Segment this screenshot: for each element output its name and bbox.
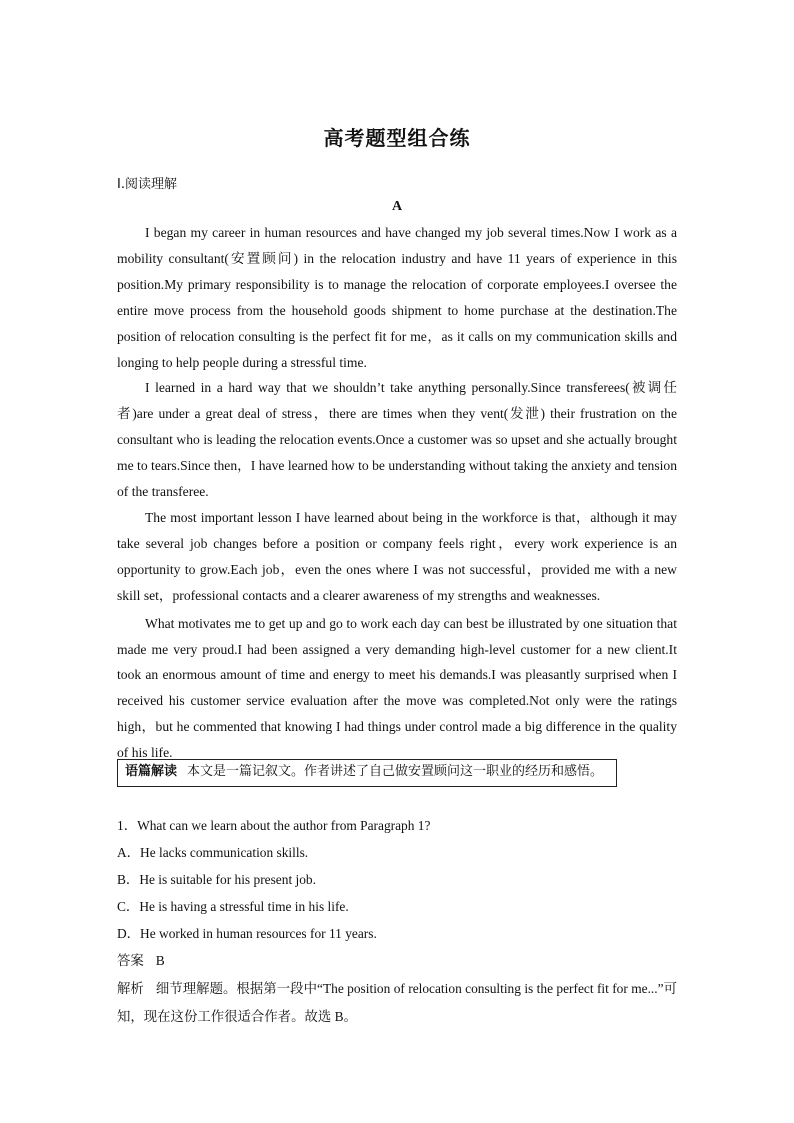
note-text: 本文是一篇记叙文。作者讲述了自己做安置顾问这一职业的经历和感悟。 bbox=[187, 764, 604, 779]
discourse-interpretation-box bbox=[117, 759, 617, 787]
option-b: B．He is suitable for his present job. bbox=[117, 872, 316, 887]
note-label: 语篇解读 bbox=[125, 764, 178, 779]
paragraph-4: What motivates me to get up and go to work each day can best be illustrated by one situation that made me very proud.I had been assigned a very demanding high-level customer for a new client.It took an enormous amount of time and energy to meet his demands.I was pleasantly surprised when I received his customer service evaluation after the move was completed.Not only were the ratings high，but he commented that knowing I had things under control made a big difference in the quality of his life. bbox=[117, 615, 677, 761]
analysis-line bbox=[117, 975, 677, 1030]
analysis-label: 解析 bbox=[117, 982, 144, 997]
paragraph-3: The most important lesson I have learned about being in the workforce is that，although it may take several job changes before a position or company feels right，every work experience is an opportunity to grow.Each job，even the ones where I was not successful，provided me with a new skill set，professional contacts and a clearer awareness of my strengths and weaknesses. bbox=[117, 509, 677, 603]
answer-value: B bbox=[155, 953, 165, 968]
page-title: 高考题型组合练 bbox=[323, 126, 471, 150]
paragraph-2: I learned in a hard way that we shouldn’t take anything personally.Since transferees(被调任者)are under a great deal of stress，there are times when they vent(发泄) their frustration on the consultant who is leading the relocation events.Once a customer was so upset and she actually brought me to tears.Since then，I have learned how to be understanding without taking the anxiety and tension of the transferee. bbox=[117, 380, 677, 500]
analysis-text: 细节理解题。根据第一段中“The position of relocation consulting is the perfect fit for me...”可知，现在这份工作很适合作者。故选 B。 bbox=[117, 981, 678, 1024]
option-d: D．He worked in human resources for 11 years. bbox=[117, 926, 377, 941]
option-c: C．He is having a stressful time in his life. bbox=[117, 899, 349, 914]
answer-line bbox=[117, 947, 677, 975]
question-stem: 1．What can we learn about the author from Paragraph 1? bbox=[117, 818, 431, 833]
passage-label: A bbox=[391, 199, 403, 214]
answer-label: 答案 bbox=[117, 954, 144, 969]
option-a: A．He lacks communication skills. bbox=[117, 845, 309, 860]
section-heading: Ⅰ.阅读理解 bbox=[117, 177, 177, 192]
reading-passage bbox=[117, 220, 677, 766]
paragraph-1: I began my career in human resources and have changed my job several times.Now I work as a mobility consultant(安置顾问) in the relocation industry and have 11 years of experience in this position.My primary responsibility is to manage the relocation of corporate employees.I oversee the entire move process from the household goods shipment to home purchase at the destination.The position of relocation consulting is the perfect fit for me，as it calls on my communication skills and longing to help people during a stressful time. bbox=[117, 225, 677, 370]
question-block bbox=[117, 812, 677, 1030]
